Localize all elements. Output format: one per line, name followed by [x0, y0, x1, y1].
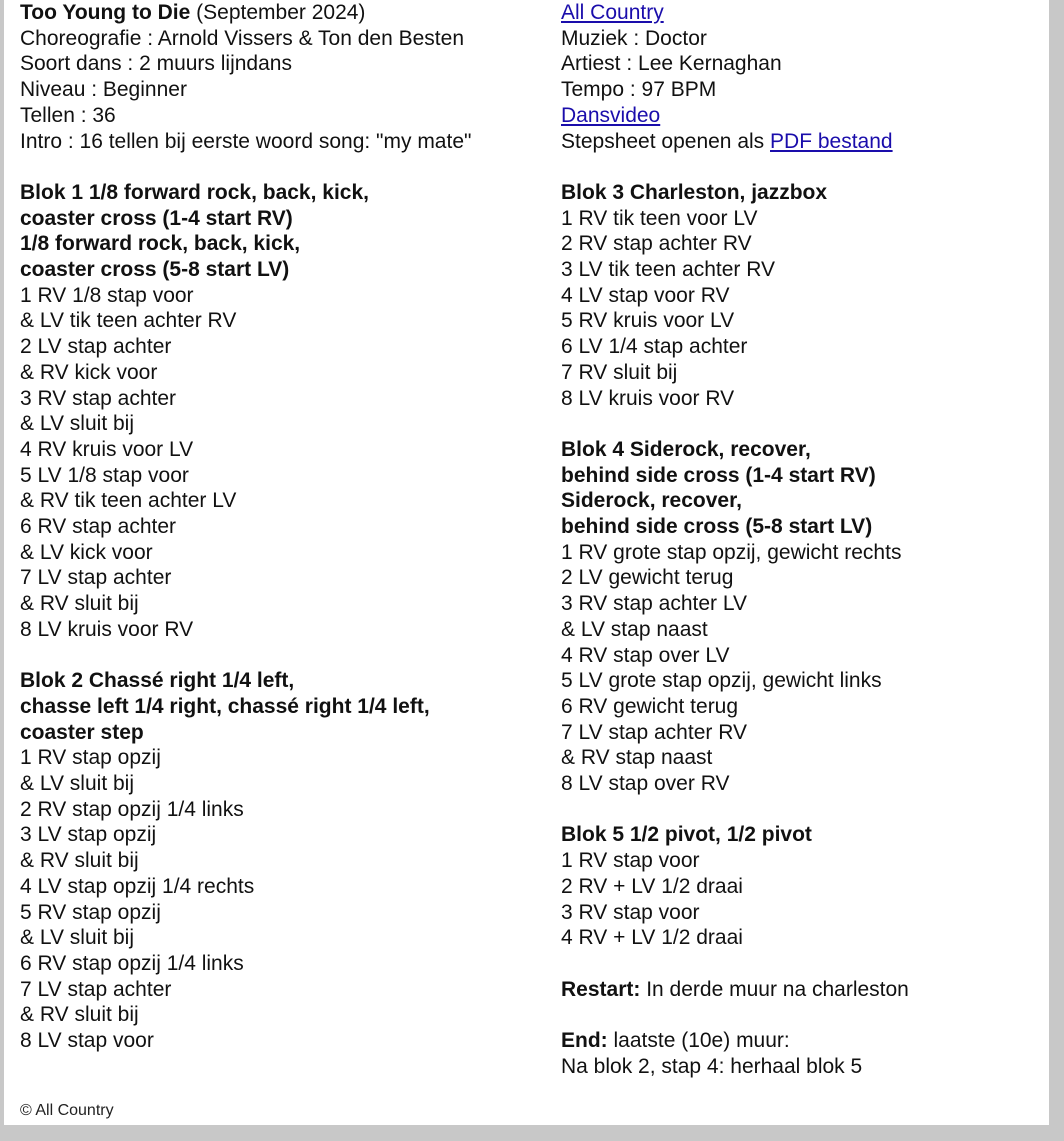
block-title-line: coaster step — [20, 720, 144, 744]
artist: Artiest : Lee Kernaghan — [561, 52, 782, 76]
block-title-line: Siderock, recover, — [561, 489, 742, 513]
step-line: 8 LV stap voor — [20, 1029, 154, 1053]
block-title-line: Blok 1 1/8 forward rock, back, kick, — [20, 180, 369, 204]
block-2 — [20, 668, 540, 1054]
step-line: & LV kick voor — [20, 540, 153, 564]
block-title-line: Blok 4 Siderock, recover, — [561, 437, 811, 461]
step-line: 5 LV 1/8 stap voor — [20, 463, 189, 487]
step-line: 4 LV stap voor RV — [561, 283, 730, 307]
step-line: 4 LV stap opzij 1/4 rechts — [20, 874, 255, 898]
all-country-link[interactable]: All Country — [561, 1, 664, 24]
step-line: 3 RV stap voor — [561, 900, 700, 924]
end-text: laatste (10e) muur: — [613, 1029, 790, 1053]
step-line: 4 RV + LV 1/2 draai — [561, 926, 743, 950]
music: Muziek : Doctor — [561, 26, 707, 50]
dance-title-line — [20, 0, 540, 26]
step-line: 5 LV grote stap opzij, gewicht links — [561, 669, 882, 693]
block-title-line: coaster cross (5-8 start LV) — [20, 258, 290, 282]
restart-text: In derde muur na charleston — [646, 977, 909, 1001]
step-line: 7 LV stap achter — [20, 566, 172, 590]
step-line: 3 LV tik teen achter RV — [561, 258, 776, 282]
step-line: 6 RV gewicht terug — [561, 694, 739, 718]
step-line: & LV stap naast — [561, 617, 708, 641]
step-line: 4 RV kruis voor LV — [20, 437, 194, 461]
end-note-2: Na blok 2, stap 4: herhaal blok 5 — [561, 1054, 863, 1078]
step-line: 3 RV stap achter — [20, 386, 177, 410]
step-line: 2 LV gewicht terug — [561, 566, 734, 590]
dance-date: (September 2024) — [196, 1, 366, 24]
block-title-line: coaster cross (1-4 start RV) — [20, 206, 293, 230]
end-label: End: — [561, 1029, 608, 1053]
end-note — [561, 1028, 1041, 1054]
pdf-line — [561, 129, 1041, 155]
step-line: 1 RV 1/8 stap voor — [20, 283, 194, 307]
tempo: Tempo : 97 BPM — [561, 78, 717, 102]
pdf-link[interactable]: PDF bestand — [770, 129, 893, 153]
block-3 — [561, 180, 1041, 411]
dance-video-link[interactable]: Dansvideo — [561, 103, 661, 127]
page — [4, 0, 1049, 1125]
block-1 — [20, 180, 540, 643]
step-line: & LV tik teen achter RV — [20, 309, 237, 333]
dance-type: Soort dans : 2 muurs lijndans — [20, 52, 292, 76]
step-line: 7 LV stap achter — [20, 977, 172, 1001]
block-title-line: Blok 2 Chassé right 1/4 left, — [20, 669, 295, 693]
copyright: © All Country — [20, 1102, 114, 1119]
step-line: 6 LV 1/4 stap achter — [561, 335, 748, 359]
block-title-line: behind side cross (5-8 start LV) — [561, 515, 873, 539]
step-line: 1 RV grote stap opzij, gewicht rechts — [561, 540, 902, 564]
block-title-line: 1/8 forward rock, back, kick, — [20, 232, 301, 256]
step-line: & LV sluit bij — [20, 926, 134, 950]
step-line: & LV sluit bij — [20, 772, 134, 796]
step-line: 6 RV stap achter — [20, 515, 177, 539]
step-line: 8 LV kruis voor RV — [561, 386, 735, 410]
restart-label: Restart: — [561, 977, 641, 1001]
step-line: & RV sluit bij — [20, 1003, 139, 1027]
step-line: 2 RV stap opzij 1/4 links — [20, 797, 244, 821]
level: Niveau : Beginner — [20, 78, 187, 102]
step-line: & RV tik teen achter LV — [20, 489, 237, 513]
step-line: 1 RV stap opzij — [20, 746, 161, 770]
step-line: 1 RV stap voor — [561, 849, 700, 873]
block-title-line: Blok 5 1/2 pivot, 1/2 pivot — [561, 823, 812, 847]
block-4 — [561, 437, 1041, 797]
step-line: & RV kick voor — [20, 360, 158, 384]
step-line: 3 LV stap opzij — [20, 823, 157, 847]
pdf-prefix: Stepsheet openen als — [561, 129, 765, 153]
step-line: 8 LV kruis voor RV — [20, 617, 194, 641]
block-title-line: Blok 3 Charleston, jazzbox — [561, 180, 828, 204]
block-5 — [561, 822, 1041, 951]
left-column — [20, 0, 540, 1054]
choreography: Choreografie : Arnold Vissers & Ton den Besten — [20, 26, 464, 50]
right-column — [561, 0, 1041, 1079]
step-line: 2 LV stap achter — [20, 335, 172, 359]
step-line: 7 LV stap achter RV — [561, 720, 747, 744]
dance-title: Too Young to Die — [20, 1, 191, 24]
step-line: & RV stap naast — [561, 746, 713, 770]
step-line: 6 RV stap opzij 1/4 links — [20, 951, 244, 975]
step-line: 2 RV stap achter RV — [561, 232, 752, 256]
block-title-line: behind side cross (1-4 start RV) — [561, 463, 876, 487]
step-line: & RV sluit bij — [20, 849, 139, 873]
step-line: 5 RV stap opzij — [20, 900, 161, 924]
step-line: 8 LV stap over RV — [561, 772, 730, 796]
counts: Tellen : 36 — [20, 103, 116, 127]
step-line: 3 RV stap achter LV — [561, 592, 747, 616]
block-title-line: chasse left 1/4 right, chassé right 1/4 left, — [20, 694, 430, 718]
step-line: 5 RV kruis voor LV — [561, 309, 735, 333]
step-line: & RV sluit bij — [20, 592, 139, 616]
step-line: 2 RV + LV 1/2 draai — [561, 874, 743, 898]
intro: Intro : 16 tellen bij eerste woord song: "my mate" — [20, 129, 472, 153]
step-line: & LV sluit bij — [20, 412, 134, 436]
step-line: 7 RV sluit bij — [561, 360, 678, 384]
step-line: 4 RV stap over LV — [561, 643, 730, 667]
step-line: 1 RV tik teen voor LV — [561, 206, 758, 230]
restart-note — [561, 977, 1041, 1003]
